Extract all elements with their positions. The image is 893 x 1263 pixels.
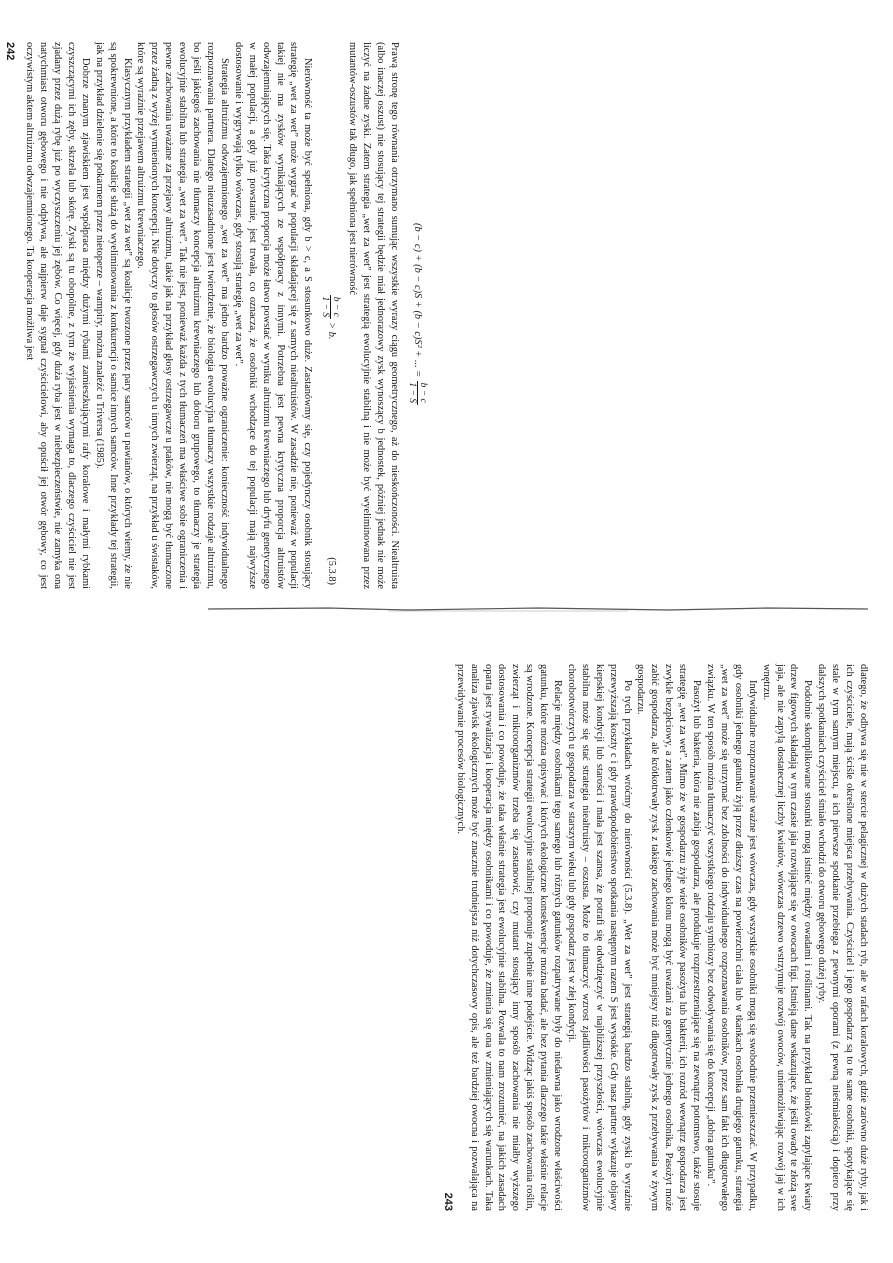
paragraph: Klasycznym przykładem strategii „wet za wet” są koalicje tworzone przez pary samców u pawianów, o których wiemy, że nie są spokrewnione, a które to koalicje służą do wyeliminowania z konkurencji o samice innych samców. Inne przykłady tej strategii, jak na przykład dzielenie się pokarmem przez nietoperze – wampiry, można znaleźć u Triversa (1985).	[93, 42, 133, 589]
paragraph: Indywidualne rozpoznawanie ważne jest wówczas, gdy wszystkie osobniki mogą się swobodnie przemieszczać. W przypadku, gdy osobniki jednego gatunku żyją przez dłuższy czas na powierzchni ciała lub w tkankach osobnika drugiego gatunku, strategia „wet za wet” może się utrzymać bez zdolności do indywidualnego rozpoznawania osobników, przez sam fakt ich długotrwałego związku. W ten sposób można tłumaczyć wszystkiego rodzaju symbiozy bez odwoływania się do koncepcji „dobra gatunku”.	[705, 664, 758, 1211]
paragraph: Nierówność ta może być spełniona, gdy b > c, a S stosunkowo duże. Zastanówmy się, czy pojedynczy osobnik stosujący strategię „wet za wet” może wygrać w populacji składającej się z samych niealtruistów. W zasadzie nie, ponieważ w populacji takiej nie ma zysków wynikających ze współpracy z innymi. Potrzebna jest pewna krytyczna proporcja altruistów odwzajemniających się. Taka krytyczna proporcja może łatwo powstać w wyniku altruizmu krewniaczego lub dryfu genetycznego w małej populacji, a gdy już powstanie, jest trwała, co oznacza, że osobniki wchodzące do tej populacji mają najwyższe dostosowanie i wygrywają tylko wówczas, gdy stosują strategię „wet za wet”.	[232, 42, 314, 589]
equation-5-3-8	[320, 42, 341, 589]
paragraph: Dobrze znanym zjawiskiem jest współpraca między dużymi rybami zamieszkującymi rafy koralowe i małymi rybkami czyszczącymi ich zęby, skrzela lub skórę. Zyski są tu obopólne, z tym że wyjaśnienia wymaga to, dlaczego czyściciel nie jest zjadany przez dużą rybę już po wyczyszczeniu jej zębów. Co więcej, gdy duża ryba jest w niebezpieczeństwie, nie zamyka ona natychmiast otworu gębowego i nie odpływa, ale najpierw daje sygnał czyścicielowi, aby opuścił jej otwór gębowy, co jest oczywistym aktem altruizmu odwzajemnionego. Ta kooperacja możliwa jest	[24, 42, 91, 589]
left-page	[0, 28, 440, 603]
fraction-denominator: 1 − S	[407, 382, 417, 403]
fraction-denominator: 1 − S	[320, 296, 331, 318]
equation-fraction	[407, 380, 428, 405]
equation-lhs: (b − c) + (b − c)S + (b − c)S² + ... =	[412, 222, 424, 378]
paragraph: Relacje między osobnikami tego samego lub różnych gatunków rozpatrywane były do niedawna jako wrodzone właściwości gatunku, które można opisywać i których ekologiczne konsekwencje można badać, ale bez pytania dlaczego takie właśnie relacje są wrodzone. Koncepcja strategii ewolucyjnie stabilnej proponuje zupełnie inne podejście. Widząc jakiś sposób zachowania roślin, zwierząt i mikroorganizmów trzeba się zastanowić, czy mutant stosujący inny sposób zachowania nie miałby wyższego dostosowania i co powoduje, że taka właśnie strategia jest ewolucyjnie stabilna. Pozwala to nam zrozumieć, na jakich zasadach oparta jest rywalizacja i kooperacja między osobnikami i co powoduje, że zmienia się ona w zmieniających się warunkach. Taka analiza zjawisk ekologicznych może być znacznie trudniejsza niż dotychczasowy opis, ale też bardziej owocna i pozwalająca na przewidywanie procesów biologicznych.	[454, 664, 564, 1211]
page-243	[438, 650, 878, 1225]
equation-number: (5.3.8)	[325, 557, 337, 585]
equation-series-sum	[407, 42, 428, 589]
page-fold-line	[208, 600, 868, 618]
paragraph: Po tych przykładach wróćmy do nierówności (5.3.8). „Wet za wet” jest strategią bardzo stabilną, gdy zyski b wyraźnie przewyższają koszty c i gdy prawdopodobieństwo spotkania następnym razem S jest wysokie. Gdy nasz partner wykazuje objawy kiepskiej kondycji lub starości i mała jest szansa, że potrafi się odwdzięczyć w najbliższej przyszłości, wówczas ewolucyjnie stabilna może się stać strategia niealtruisty – oszusta. Może to tłumaczyć wzrost zjadliwości pasożytów i mikroorganizmów chorobotwórczych u gospodarza w starszym wieku lub gdy gospodarz jest w złej kondycji.	[565, 664, 633, 1211]
paragraph: Prawą stronę tego równania otrzymano sumując wszystkie wyrazy ciągu geometrycznego, aż do nieskończoności. Niealtruista (albo inaczej oszust) nie stosujący tej strategii będzie miał jednorazowy zysk wynoszący b jednostek, później jednak nie może liczyć na żadne zyski. Zatem strategia „wet za wet” jest strategią ewolucyjnie stabilną i nie może być wyeliminowana przez mutantów-oszustów tak długo, jak spełniona jest nierówność	[347, 42, 400, 589]
paragraph: dlatego, że odbywa się nie w stercie pelagicznej w dużych stadach ryb, ale w rafach koralowych, gdzie zarówno duże ryby, jak i ich czyściciele, mają ściśle określone miejsca przebywania. Czyściciel i jego gospodarz są to te same osobniki, spotykające się stale w tym samym miejscu, a ich pierwsze spotkanie przebiega z pewnymi oporami (z pewną nieśmiałością) i dopiero przy dalszych spotkaniach czyściciel śmiało wchodzi do otworu gębowego dużej ryby.	[816, 664, 869, 1211]
fraction-numerator: b − c	[331, 296, 342, 317]
page-242	[0, 28, 440, 603]
paragraph: Pasożyt lub bakteria, która nie zabija gospodarza, ale produkuje rozprzestrzeniające się na zewnątrz potomstwo, także stosuje strategię „wet za wet”. Mimo że w gospodarzu żyje wiele osobników pasożyta lub bakterii, ich rozród wewnątrz gospodarza jest zwykle bezpłciowy, a zatem jako członkowie jednego klonu mogą być uważani za genetycznie jednego osobnika. Pasożyt może zabić gospodarza, ale krótkotrwały zysk z takiego zachowania może być mniejszy niż długotrwały zysk z przebywania w żywym gospodarzu.	[635, 664, 703, 1211]
right-page	[438, 650, 878, 1225]
page-number: 243	[441, 1192, 454, 1211]
page-number: 242	[3, 42, 16, 61]
equation-fraction	[320, 294, 341, 319]
paragraph: Strategia altruizmu odwzajemnionego „wet za wet” ma jedno bardzo poważne ograniczenie: konieczność indywidualnego rozpoznawania partnera. Dlatego nieuzasadnione jest twierdzenie, że biologia ewolucyjna tłumaczy wszystkie rodzaje altruizmu, bo jeśli jakiegoś zachowania nie tłumaczy koncepcja altruizmu krewniaczego lub doboru grupowego, to tłumaczy je strategia ewolucyjnie stabilna lub strategia „wet za wet”. Tak nie jest, ponieważ każda z tych tłumaczeń ma właściwe sobie ograniczenia i pewne zachowania uważane za przejawy altruizmu, takie jak na przykład głosy ostrzegawcze u ptaków, nie mogą być tłumaczone przez żadną z wyżej wymienionych koncepcji. Nie dotyczy to głosów ostrzegawczych u innych zwierząt, na przykład u świstaków, które są wyraźnie przejawem altruizmu krewniaczego.	[135, 42, 230, 589]
fraction-numerator: b − c	[418, 382, 428, 403]
equation-rhs: > b.	[325, 322, 337, 340]
paragraph: Podobnie skomplikowane stosunki mogą istnieć między owadami i roślinami. Tak na przykład błonkówki zapylające kwiaty drzew figowych składają w tym czasie jaja rozwijające się w owocach figi. Istnieją dane wskazujące, że jeśli owady te złożą swe jaja, ale nie zapylą dostatecznej liczby kwiatów, wówczas drzewo wstrzymuje rozwój owoców, uniemożliwiając rozwój jaj w ich wnętrzu.	[760, 664, 814, 1211]
